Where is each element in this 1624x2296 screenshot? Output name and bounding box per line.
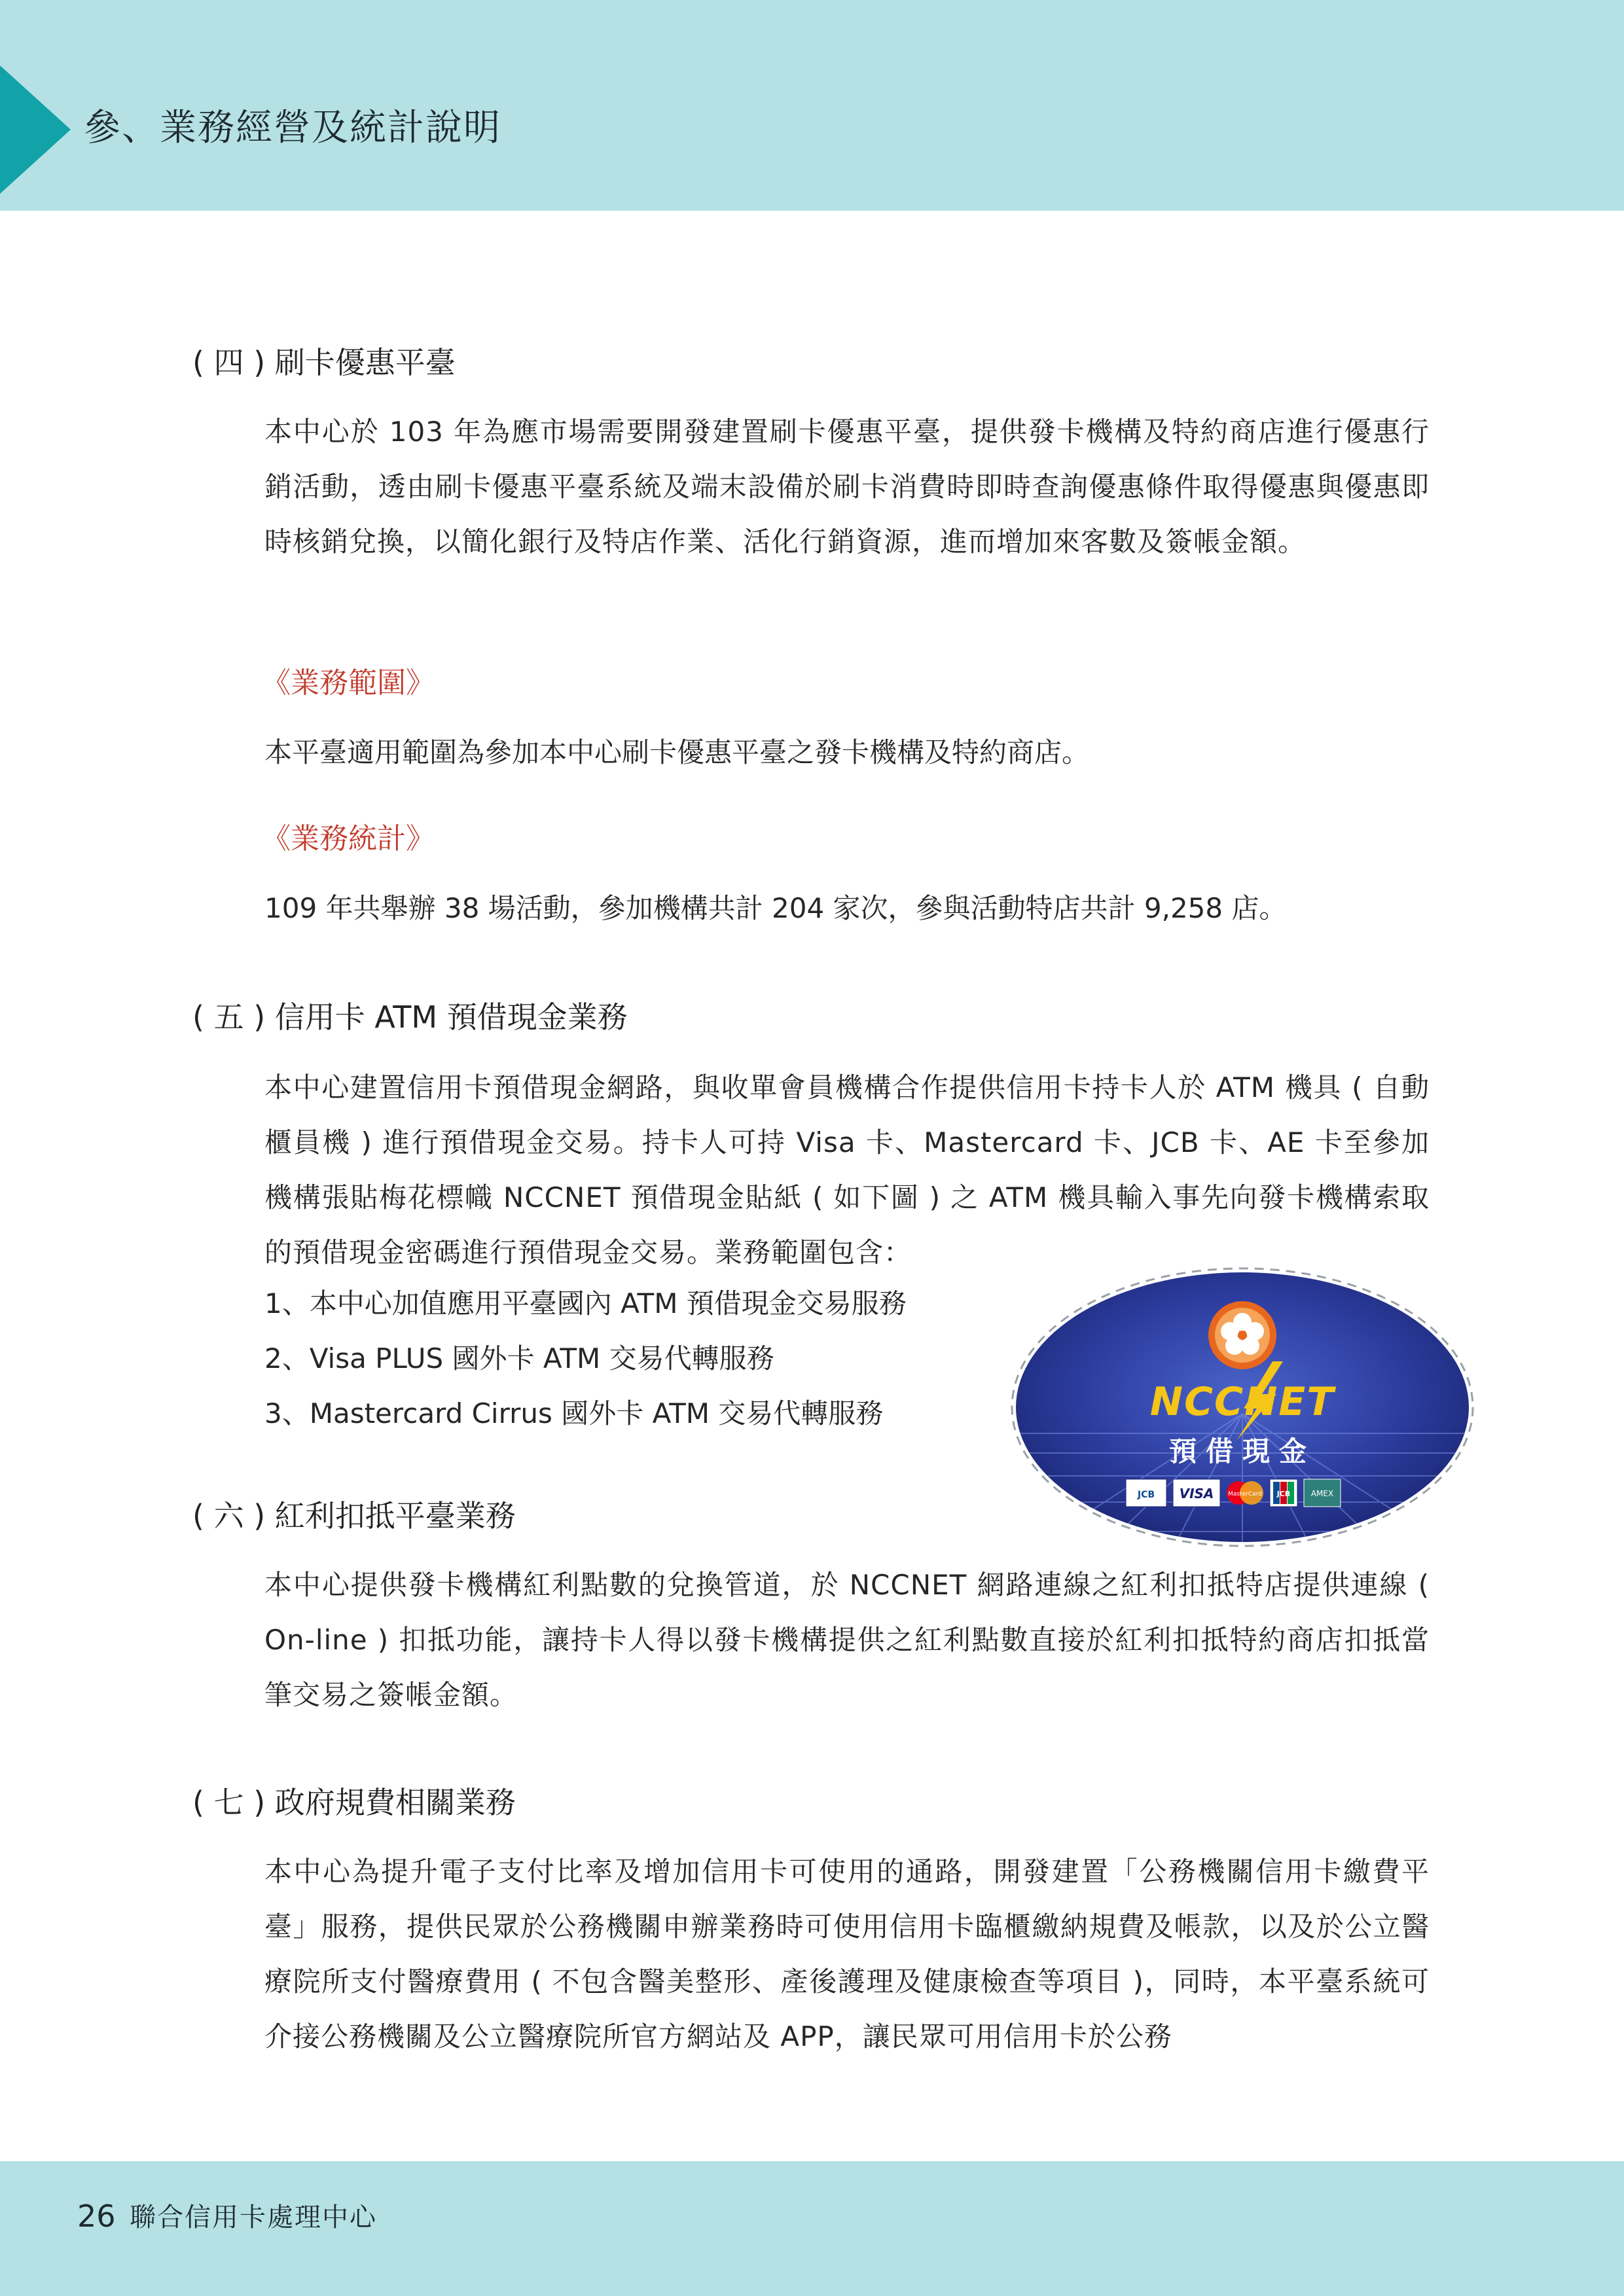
section-heading-7: ( 七 ) 政府規費相關業務 [192,1785,516,1820]
card-logo-text: MasterCard [1228,1491,1262,1498]
section-7-intro: 本中心為提升電子支付比率及增加信用卡可使用的通路，開發建置「公務機關信用卡繳費平臺」服務，提供民眾於公務機關申辦業務時可使用信用卡臨櫃繳納規費及帳款，以及於公立醫療院所支付醫療費用 ( 不包含醫美整形、產後護理及健康檢查等項目 )，同時，本平臺系統可介接公務機關及公立醫療院所官方網站及 APP，讓民眾可用信用卡於公務 [264,1856,1430,2053]
section-heading-4: ( 四 ) 刷卡優惠平臺 [192,345,456,380]
nccnet-logo [1008,1263,1477,1551]
list-item: 3、Mastercard Cirrus 國外卡 ATM 交易代轉服務 [264,1397,884,1429]
stats-label: 《業務統計》 [262,822,435,855]
page-title: 參、業務經營及統計說明 [84,107,501,149]
stats-text: 109 年共舉辦 38 場活動，參加機構共計 204 家次，參與活動特店共計 9,258 店。 [264,892,1287,924]
scope-label: 《業務範圍》 [262,666,435,700]
section-4-intro: 本中心於 103 年為應市場需要開發建置刷卡優惠平臺，提供發卡機構及特約商店進行優惠行銷活動，透由刷卡優惠平臺系統及端末設備於刷卡消費時即時查詢優惠條件取得優惠與優惠即時核銷兌換，以簡化銀行及特店作業、活化行銷資源，進而增加來客數及簽帳金額。 [264,416,1430,558]
scope-text: 本平臺適用範圍為參加本中心刷卡優惠平臺之發卡機構及特約商店。 [264,736,1090,768]
section-5-intro: 本中心建置信用卡預借現金網路，與收單會員機構合作提供信用卡持卡人於 ATM 機具 ( 自動櫃員機 ) 進行預借現金交易。持卡人可持 Visa 卡、Mastercard 卡、JCB 卡、AE 卡至參加機構張貼梅花標幟 NCCNET 預借現金貼紙 ( 如下圖 ) 之 ATM 機具輸入事先向發卡機構索取的預借現金密碼進行預借現金交易。業務範圍包含： [264,1071,1430,1268]
page-number: 26 [77,2198,116,2234]
plum-blossom-icon [1208,1301,1276,1369]
card-logo-text: JCB [1276,1490,1291,1498]
logo-subtitle-text: 預借現金 [1168,1435,1316,1467]
logo-brand-text: NCCNET [1149,1379,1335,1425]
section-heading-6: ( 六 ) 紅利扣抵平臺業務 [192,1498,516,1534]
header-arrow-icon [0,65,71,194]
section-heading-5: ( 五 ) 信用卡 ATM 預借現金業務 [192,999,628,1035]
section-6-intro: 本中心提供發卡機構紅利點數的兌換管道，於 NCCNET 網路連線之紅利扣抵特店提供連線 ( On-line ) 扣抵功能，讓持卡人得以發卡機構提供之紅利點數直接於紅利扣抵特約商店扣抵當筆交易之簽帳金額。 [264,1569,1430,1711]
footer-org-name: 聯合信用卡處理中心 [130,2202,377,2233]
list-item: 2、Visa PLUS 國外卡 ATM 交易代轉服務 [264,1342,774,1374]
card-logo-text: VISA [1179,1486,1214,1501]
card-logo-text: AMEX [1310,1489,1334,1498]
card-logo-text: JCB [1137,1490,1155,1500]
list-item: 1、本中心加值應用平臺國內 ATM 預借現金交易服務 [264,1287,907,1319]
card-logos [1126,1479,1341,1507]
